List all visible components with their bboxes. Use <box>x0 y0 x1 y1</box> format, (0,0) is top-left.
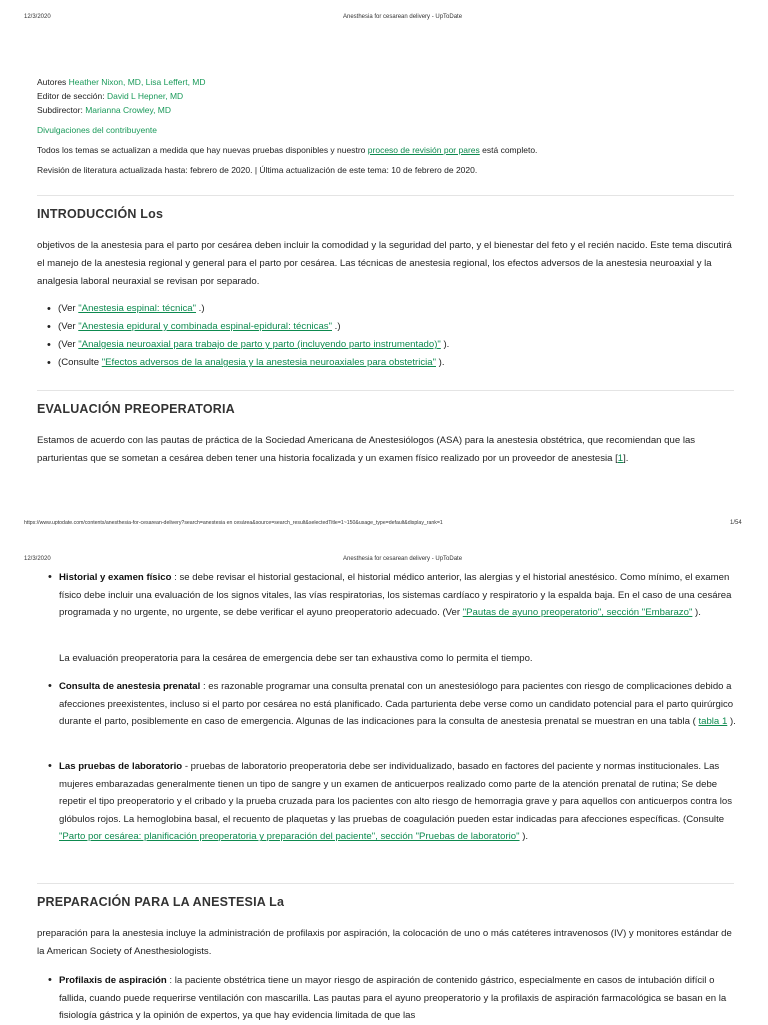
fasting-guidelines-link[interactable]: "Pautas de ayuno preoperatorio", sección "Embarazo" <box>462 607 693 619</box>
deputy-editor-line <box>37 105 171 115</box>
section-divider <box>37 195 734 196</box>
prenatal-consult-item: • Consulta de anestesia prenatal : es razonable programar una consulta prenatal con un anestesiólogo para pacientes con riesgo de complicaciones debido a afecciones preexistentes, incluso si el parto por cesárea no está planificado. Cada parturienta debe verse como un candidato potencial para el parto quirúrgico durante el parto, posiblemente en caso de emergencia. Algunas de las indicaciones para la consulta de anestesia prenatal se muestran en una tabla ( tabla 1 ). <box>48 680 736 728</box>
spinal-anesthesia-link[interactable]: "Anestesia espinal: técnica" <box>78 303 197 314</box>
neuraxial-analgesia-link[interactable]: "Analgesia neuroaxial para trabajo de parto y parto (incluyendo parto instrumentado)" <box>78 339 441 350</box>
prep-heading: PREPARACIÓN PARA LA ANESTESIA La <box>37 895 285 909</box>
update-policy-text: Todos los temas se actualizan a medida que hay nuevas pruebas disponibles y nuestro <box>37 145 366 155</box>
list-item: • (Ver "Anestesia espinal: técnica" .) <box>46 300 449 318</box>
section-divider <box>37 390 734 391</box>
lab-tests-item: • Las pruebas de laboratorio - pruebas de laboratorio preoperatoria debe ser individualizado, basado en factores del paciente y normas institucionales. Las mujeres embarazadas generalmente tienen un tipo de sangre y un examen de anticuerpos realizado como parte de la atención prenatal de rutina; Se debe repetir el tipo preoperatorio y el cribado y la prueba cruzada para los pacientes con alto riesgo de hemorragia grave y para aquellos con anticuerpos contra los glóbulos rojos. La hemoglobina basal, el recuento de plaquetas y las pruebas de coagulación pueden estar indicadas para afecciones específicas. (Consulte "Parto por cesárea: planificación preoperatoria y preparación del paciente", sección "Pruebas de laboratorio" ). <box>48 760 733 843</box>
bullet-icon: • <box>48 571 52 583</box>
page1-print-url: https://www.uptodate.com/contents/anesthesia-for-cesarean-delivery?search=anestesia en cesárea&source=search_result&selectedTitle=1~150&usage_type=default&display_rank=1 <box>24 520 443 526</box>
section-editor-label: Editor de sección: <box>37 91 105 101</box>
deputy-editor-label: Subdirector: <box>37 105 83 115</box>
reference-link[interactable]: 1 <box>617 453 624 464</box>
update-policy-line <box>37 145 537 155</box>
list-item: • (Consulte "Efectos adversos de la analgesia y la anestesia neuroaxiales para obstetricia" ). <box>46 354 449 372</box>
table-1-link[interactable]: tabla 1 <box>698 716 728 728</box>
contributor-disclosures-link[interactable] <box>37 125 157 135</box>
page1-page-number: 1/54 <box>730 520 742 526</box>
update-policy-end: está completo. <box>482 145 538 155</box>
bullet-icon: • <box>47 339 51 351</box>
emergency-note: La evaluación preoperatoria para la cesárea de emergencia debe ser tan exhaustiva como lo permita el tiempo. <box>59 653 533 664</box>
bullet-icon: • <box>47 321 51 333</box>
prenatal-consult-title: Consulta de anestesia prenatal <box>59 681 201 692</box>
page2-print-title: Anesthesia for cesarean delivery - UpToDate <box>343 556 463 562</box>
bullet-icon: • <box>48 974 52 986</box>
page1-print-title: Anesthesia for cesarean delivery - UpToDate <box>343 14 463 20</box>
bullet-icon: • <box>47 357 51 369</box>
list-item: • (Ver "Analgesia neuroaxial para trabajo de parto y parto (incluyendo parto instrumentado)" ). <box>46 336 449 354</box>
adverse-effects-link[interactable]: "Efectos adversos de la analgesia y la anestesia neuroaxiales para obstetricia" <box>101 357 436 368</box>
peer-review-link[interactable]: proceso de revisión por pares <box>367 145 480 155</box>
literature-review-date: Revisión de literatura actualizada hasta: febrero de 2020. | Última actualización de este tema: 10 de febrero de 2020. <box>37 165 478 175</box>
intro-see-also-list <box>46 300 449 372</box>
cesarean-planning-link[interactable]: "Parto por cesárea: planificación preoperatoria y preparación del paciente", sección "Pruebas de laboratorio" <box>59 831 520 843</box>
page2-print-date: 12/3/2020 <box>24 556 51 562</box>
lab-tests-title: Las pruebas de laboratorio <box>59 761 183 772</box>
intro-paragraph: objetivos de la anestesia para el parto por cesárea deben incluir la comodidad y la seguridad del parto, y el bienestar del feto y el recién nacido. Este tema discutirá el manejo de la anestesia regional y general para el parto por cesárea. Las técnicas de anestesia regional, los efectos adversos de la anestesia neuroaxial y la analgesia laboral neuraxial se revisan por separado. <box>37 240 732 287</box>
epidural-anesthesia-link[interactable]: "Anestesia epidural y combinada espinal-epidural: técnicas" <box>78 321 332 332</box>
bullet-icon: • <box>47 303 51 315</box>
page1-print-date: 12/3/2020 <box>24 14 51 20</box>
history-exam-item: • Historial y examen físico : se debe revisar el historial gestacional, el historial médico anterior, las alergias y el historial anestésico. Como mínimo, el examen físico debe incluir una evaluación de los signos vitales, las vías respiratorias, los sistemas cardíaco y respiratorio y la espalda baja. En el caso de una cesárea programada y no urgente, no urgente, se debe verificar el ayuno preoperatorio adecuado. (Ver "Pautas de ayuno preoperatorio", sección "Embarazo" ). <box>48 571 732 619</box>
history-exam-title: Historial y examen físico <box>59 572 172 583</box>
section-divider <box>37 883 734 884</box>
prep-paragraph: preparación para la anestesia incluye la administración de profilaxis por aspiración, la colocación de uno o más catéteres intravenosos (IV) y monitores estándar de la American Society of Anesthesiologists. <box>37 928 732 957</box>
preop-paragraph: Estamos de acuerdo con las pautas de práctica de la Sociedad Americana de Anestesiólogos (ASA) para la anestesia obstétrica, que recomiendan que las parturientas que se sometan a cesárea deben tener una historia focalizada y un examen físico realizado por un proveedor de anestesia [1]. <box>37 435 696 464</box>
section-editor-line <box>37 91 183 101</box>
deputy-editor-link[interactable]: Marianna Crowley, MD <box>85 105 172 115</box>
contributor-disclosures-label[interactable]: Divulgaciones del contribuyente <box>37 125 158 135</box>
section-editor-link[interactable]: David L Hepner, MD <box>106 91 184 101</box>
aspiration-prophylaxis-title: Profilaxis de aspiración <box>59 975 167 986</box>
authors-line <box>37 77 206 87</box>
authors-label: Autores <box>37 77 67 87</box>
list-item: • (Ver "Anestesia epidural y combinada espinal-epidural: técnicas" .) <box>46 318 449 336</box>
bullet-icon: • <box>48 760 52 772</box>
authors-names-link[interactable]: Heather Nixon, MD, Lisa Leffert, MD <box>68 77 206 87</box>
aspiration-prophylaxis-item: • Profilaxis de aspiración : la paciente obstétrica tiene un mayor riesgo de aspiración de contenido gástrico, especialmente en casos de intubación difícil o fallida, cuando puede requerirse ventilación con mascarilla. Las pautas para el ayuno preoperatorio y la profilaxis de aspiración farmacológica se basan en la fisiología gástrica y la opinión de expertos, ya que hay evidencia limitada de que las <box>48 974 727 1022</box>
bullet-icon: • <box>48 680 52 692</box>
intro-heading: INTRODUCCIÓN Los <box>37 207 164 221</box>
preop-heading: EVALUACIÓN PREOPERATORIA <box>37 402 235 416</box>
